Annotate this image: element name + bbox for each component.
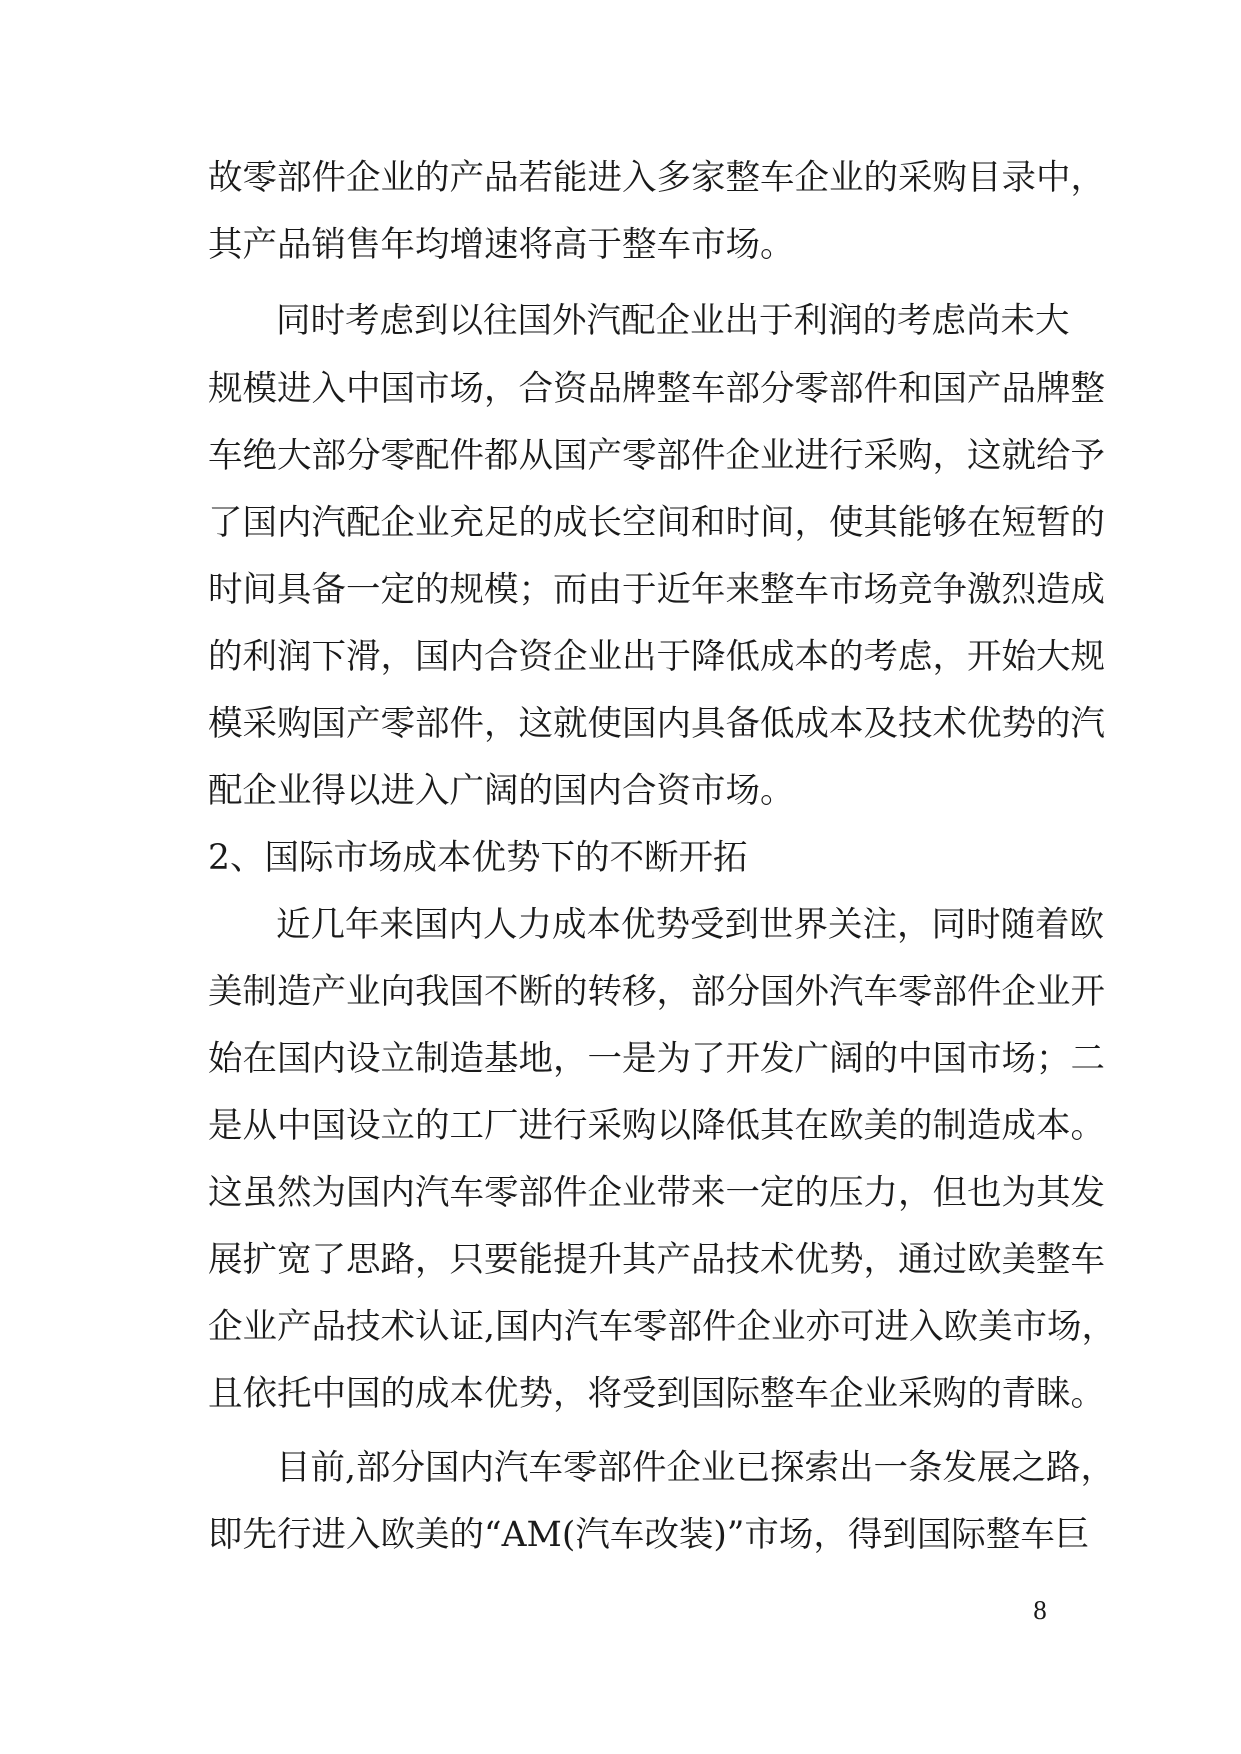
paragraph-first-line: 目前,部分国内汽车零部件企业已探索出一条发展之路， [276,1448,1115,1488]
text-line: 美制造产业向我国不断的转移，部分国外汽车零部件企业开 [208,972,1105,1012]
paragraph-first-line: 同时考虑到以往国外汽配企业出于利润的考虑尚未大 [276,301,1070,341]
text-line: 即先行进入欧美的“AM(汽车改装)”市场，得到国际整车巨 [208,1515,1090,1555]
text-line: 这虽然为国内汽车零部件企业带来一定的压力，但也为其发 [208,1173,1105,1213]
paragraph-first-line: 近几年来国内人力成本优势受到世界关注，同时随着欧 [276,905,1104,945]
text-line: 是从中国设立的工厂进行采购以降低其在欧美的制造成本。 [208,1106,1105,1146]
text-line: 始在国内设立制造基地，一是为了开发广阔的中国市场；二 [208,1039,1105,1079]
text-line: 了国内汽配企业充足的成长空间和时间，使其能够在短暂的 [208,503,1105,543]
page-number: 8 [1033,1595,1047,1625]
text-line: 企业产品技术认证,国内汽车零部件企业亦可进入欧美市场， [208,1307,1116,1347]
text-line: 配企业得以进入广阔的国内合资市场。 [208,771,795,811]
text-line: 车绝大部分零配件都从国产零部件企业进行采购，这就给予 [208,436,1105,476]
text-line: 模采购国产零部件，这就使国内具备低成本及技术优势的汽 [208,704,1105,744]
section-heading: 2、国际市场成本优势下的不断开拓 [208,838,748,878]
text-line: 且依托中国的成本优势，将受到国际整车企业采购的青睐。 [208,1374,1105,1414]
text-line: 的利润下滑，国内合资企业出于降低成本的考虑，开始大规 [208,637,1105,677]
text-line: 其产品销售年均增速将高于整车市场。 [208,225,795,265]
text-line: 规模进入中国市场，合资品牌整车部分零部件和国产品牌整 [208,369,1105,409]
text-line: 故零部件企业的产品若能进入多家整车企业的采购目录中， [208,158,1105,198]
text-line: 展扩宽了思路，只要能提升其产品技术优势，通过欧美整车 [208,1240,1105,1280]
text-line: 时间具备一定的规模；而由于近年来整车市场竞争激烈造成 [208,570,1105,610]
